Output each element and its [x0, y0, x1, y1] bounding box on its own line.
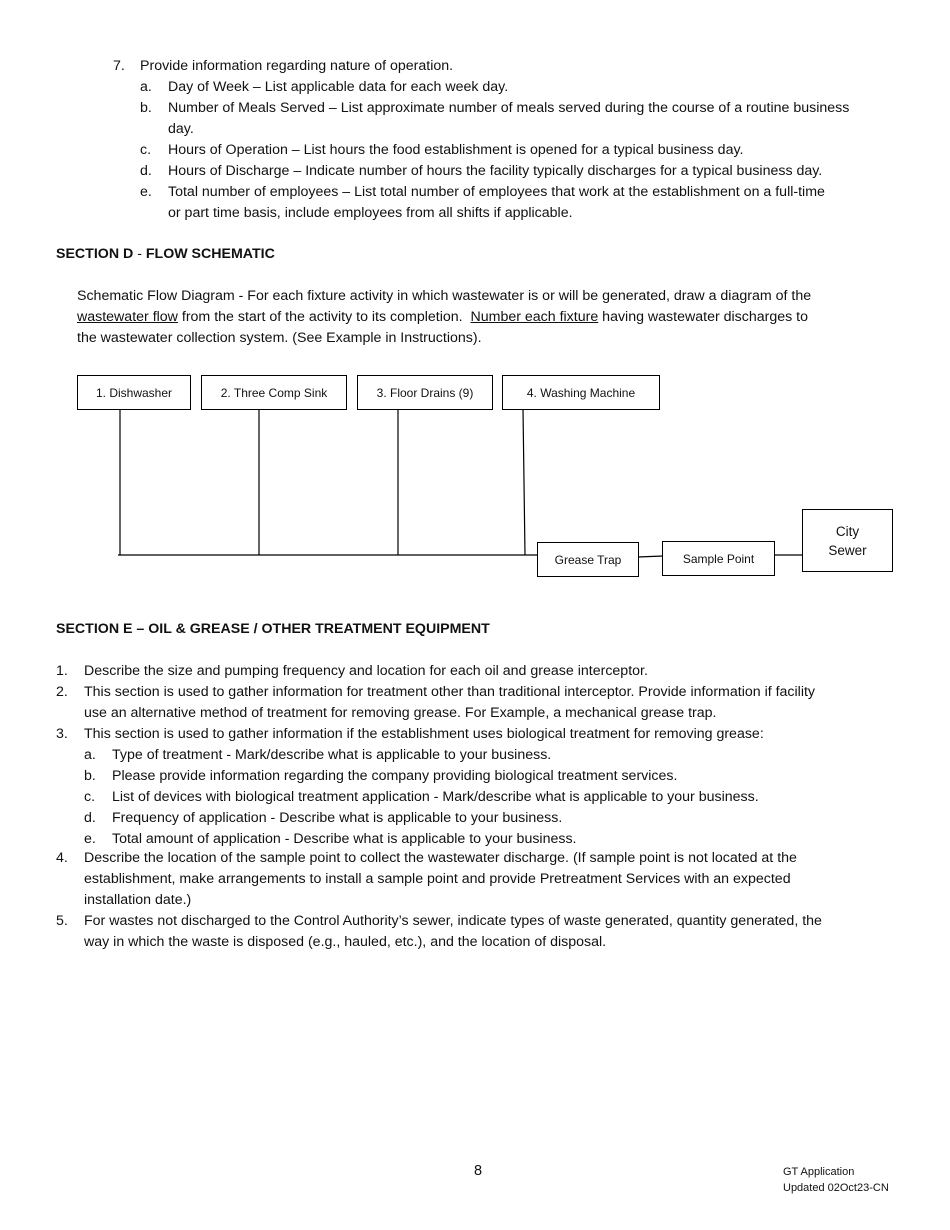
item-text: way in which the waste is disposed (e.g., hauled, etc.), and the location of disposal. [84, 934, 607, 950]
subitem-text: Number of Meals Served – List approximate number of meals served during the course of a routine business [168, 100, 850, 116]
grease-trap-box: Grease Trap [537, 542, 639, 577]
fixture-box-washing-machine: 4. Washing Machine [502, 375, 660, 410]
item-number: 7. [113, 58, 125, 74]
underlined-term: wastewater flow [77, 309, 178, 325]
subitem-letter: b. [140, 100, 152, 116]
item-number: 2. [56, 684, 68, 700]
subitem-text: Day of Week – List applicable data for each week day. [168, 79, 509, 95]
intro-line: the wastewater collection system. (See Example in Instructions). [77, 330, 482, 346]
section-d-title-suffix: FLOW SCHEMATIC [145, 246, 275, 262]
subitem-text: Total number of employees – List total number of employees that work at the establishment on a full-time [168, 184, 825, 200]
subitem-letter: e. [84, 831, 96, 847]
city-sewer-label: Sewer [828, 542, 867, 558]
section-e-heading: SECTION E – OIL & GREASE / OTHER TREATMENT EQUIPMENT [56, 621, 490, 637]
city-sewer-label: City [835, 523, 860, 539]
trap-to-sample-line [638, 556, 663, 557]
item-text: For wastes not discharged to the Control Authority’s sewer, indicate types of waste generated, quantity generated, the [84, 913, 822, 929]
subitem-letter: d. [140, 163, 152, 179]
page-number: 8 [474, 1163, 483, 1179]
subitem-letter: a. [140, 79, 152, 95]
washing-machine-drain-line [523, 409, 525, 555]
subitem-text: Please provide information regarding the company providing biological treatment services. [112, 768, 678, 784]
item-number: 1. [56, 663, 68, 679]
subitem-text: day. [168, 121, 194, 137]
item-text: Provide information regarding nature of operation. [140, 58, 454, 74]
intro-line: Schematic Flow Diagram - For each fixture activity in which wastewater is or will be generated, draw a diagram of the [77, 288, 812, 304]
subitem-text: Total amount of application - Describe what is applicable to your business. [112, 831, 577, 847]
subitem-text: Hours of Operation – List hours the food establishment is opened for a typical business day. [168, 142, 744, 158]
item-text: establishment, make arrangements to install a sample point and provide Pretreatment Services with an expected [84, 871, 791, 887]
subitem-letter: e. [140, 184, 152, 200]
item-number: 4. [56, 850, 68, 866]
footer-doc-name: GT Application [783, 1166, 855, 1178]
item-text: This section is used to gather information for treatment other than traditional interceptor. Provide information if facility [84, 684, 816, 700]
subitem-letter: b. [84, 768, 96, 784]
fixture-box-floor-drains: 3. Floor Drains (9) [357, 375, 493, 410]
item-number: 3. [56, 726, 68, 742]
underlined-term: Number each fixture [470, 309, 599, 325]
intro-text: having wastewater discharges to [598, 309, 809, 325]
item-text: installation date.) [84, 892, 192, 908]
subitem-text: or part time basis, include employees from all shifts if applicable. [168, 205, 573, 221]
fixture-box-three-comp-sink: 2. Three Comp Sink [201, 375, 347, 410]
section-d-title-sep: - [133, 246, 146, 262]
subitem-text: List of devices with biological treatment application - Mark/describe what is applicable to your business. [112, 789, 759, 805]
subitem-text: Hours of Discharge – Indicate number of hours the facility typically discharges for a typical business day. [168, 163, 823, 179]
subitem-letter: c. [140, 142, 152, 158]
item-text: This section is used to gather information if the establishment uses biological treatment for removing grease: [84, 726, 764, 742]
subitem-letter: c. [84, 789, 96, 805]
subitem-letter: a. [84, 747, 96, 763]
item-text: use an alternative method of treatment for removing grease. For Example, a mechanical grease trap. [84, 705, 717, 721]
subitem-text: Frequency of application - Describe what is applicable to your business. [112, 810, 563, 826]
city-sewer-box [802, 509, 893, 572]
fixture-box-dishwasher: 1. Dishwasher [77, 375, 191, 410]
item-text: Describe the size and pumping frequency and location for each oil and grease interceptor. [84, 663, 648, 679]
item-text: Describe the location of the sample point to collect the wastewater discharge. (If sample point is not located at the [84, 850, 797, 866]
section-d-title-prefix: SECTION D [56, 246, 134, 262]
sample-point-box: Sample Point [662, 541, 775, 576]
item-number: 5. [56, 913, 68, 929]
footer-updated: Updated 02Oct23-CN [783, 1182, 889, 1194]
subitem-text: Type of treatment - Mark/describe what is applicable to your business. [112, 747, 552, 763]
intro-text: from the start of the activity to its completion. [177, 309, 471, 325]
subitem-letter: d. [84, 810, 96, 826]
